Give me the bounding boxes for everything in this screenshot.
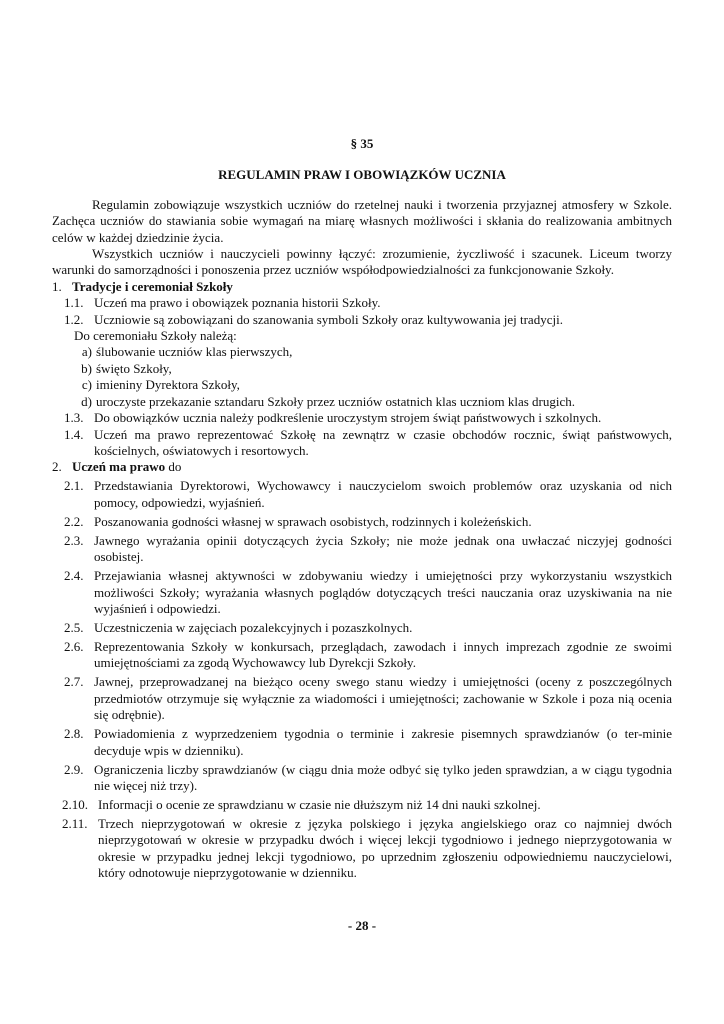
item-text: Uczeń ma prawo i obowiązek poznania historii Szkoły.: [94, 295, 381, 311]
ceremonial-item: [52, 361, 672, 377]
item-text: Poszanowania godności własnej w sprawach osobistych, rodzinnych i koleżeńskich.: [94, 513, 532, 529]
list-item: [58, 620, 672, 636]
list-item: [58, 410, 672, 426]
item-text: Ograniczenia liczby sprawdzianów (w ciągu dnia może odbyć się tylko jeden sprawdzian, a w ciągu tygodnia nie więcej niż trzy).: [94, 761, 672, 793]
item-text: imieniny Dyrektora Szkoły,: [96, 377, 240, 393]
document-page: [52, 136, 672, 882]
item-number: 2.5.: [64, 619, 84, 635]
item-text: Reprezentowania Szkoły w konkursach, przeglądach, zawodach i innych imprezach zgodnie ze swoimi umiejętnościami za zgodą Wychowawcy lub Dyrekcji Szkoły.: [94, 638, 672, 671]
item-text: Uczestniczenia w zajęciach pozalekcyjnych i pozaszkolnych.: [94, 619, 413, 635]
item-number: 2.2.: [64, 513, 84, 529]
item-letter: b): [81, 360, 92, 376]
item-text: Informacji o ocenie ze sprawdzianu w czasie nie dłuższym niż 14 dni nauki szkolnej.: [98, 796, 541, 812]
list-item: [58, 295, 672, 311]
item-number: 2.9.: [64, 761, 84, 777]
item-number: 2.3.: [64, 532, 84, 548]
item-text: Przejawiania własnej aktywności w zdobywaniu wiedzy i umiejętności przy wykorzystaniu wszystkich możliwości Szkoły; wyrażania własnych poglądów dotyczących treści nauczania oraz uzyskiwania na nie wyjaśnień i odpowiedzi.: [94, 568, 672, 616]
item-number: 1.4.: [64, 426, 84, 442]
item-letter: a): [81, 344, 92, 360]
list-item: [58, 639, 672, 672]
item-number: 2.11.: [62, 815, 88, 831]
list-item: [58, 514, 672, 530]
item-text: Jawnej, przeprowadzanej na bieżąco oceny swego stanu wiedzy i umiejętności (oceny z poszczególnych przedmiotów otrzymuje się wyłącznie za wiadomości i umiejętności; zachowanie w Szkole i poza nią ocenia się odrębnie).: [94, 674, 672, 723]
ceremonial-item: [52, 344, 672, 360]
item-text: Trzech nieprzygotowań w okresie z języka polskiego i języka angielskiego oraz co najmniej dwóch nieprzygotowań w okresie w przypadku dwóch i więcej lekcji tygodniowo i jednego nieprzygotowania w okresie w przypadku jednej lekcji tygodniowo, po uprzednim zgłoszeniu odpowiedniemu nauczycielowi, który odnotowuje nieprzygotowanie w dzienniku.: [98, 815, 672, 881]
list-item: [58, 816, 672, 882]
list-item: [58, 762, 672, 795]
part-2-heading: [52, 459, 672, 475]
intro-paragraph-2: Wszystkich uczniów i nauczycieli powinny łączyć: zrozumienie, życzliwość i szacunek. Liceum tworzy warunki do samorządności i ponoszenia przez uczniów współodpowiedzialności za funkcjonowanie Szkoły.: [52, 246, 672, 278]
ceremonial-intro: Do ceremoniału Szkoły należą:: [74, 328, 237, 344]
document-title: REGULAMIN PRAW I OBOWIĄZKÓW UCZNIA: [218, 167, 506, 183]
list-item: [58, 427, 672, 460]
ceremonial-item: [52, 377, 672, 393]
item-text: Jawnego wyrażania opinii dotyczących życia Szkoły; nie może jednak ona uwłaczać niczyjej godności osobistej.: [94, 532, 672, 565]
item-number: 1.3.: [64, 410, 84, 426]
list-item: [58, 533, 672, 566]
page-number: - 28 -: [347, 918, 377, 933]
item-text: Powiadomienia z wyprzedzeniem tygodnia o terminie i zakresie pisemnych sprawdzianów (o ter-minie decyduje wpis w dzienniku).: [94, 726, 672, 758]
list-item: [58, 568, 672, 617]
item-text: Uczeń ma prawo reprezentować Szkołę na zewnątrz w czasie obchodów rocznic, świąt państwowych, kościelnych, oświatowych i resortowych.: [94, 426, 672, 458]
part-heading: Uczeń ma prawo: [72, 459, 166, 475]
item-text: Uczniowie są zobowiązani do szanowania symboli Szkoły oraz kultywowania jej tradycji.: [94, 311, 563, 327]
item-number: 1.2.: [64, 311, 84, 327]
part-heading: Tradycje i ceremoniał Szkoły: [72, 278, 233, 294]
list-item: [58, 478, 672, 511]
item-text: ślubowanie uczniów klas pierwszych,: [96, 344, 293, 360]
item-number: 2.6.: [64, 638, 84, 654]
part-heading-suffix: do: [165, 459, 182, 475]
item-number: 1.1.: [64, 295, 84, 311]
item-number: 2.7.: [64, 674, 84, 690]
item-text: Przedstawiania Dyrektorowi, Wychowawcy i nauczycielom swoich problemów oraz uzyskania od nich pomocy, odpowiedzi, wyjaśnień.: [94, 478, 672, 510]
part-number: 2.: [52, 459, 62, 475]
list-item: [58, 312, 672, 328]
part-number: 1.: [52, 278, 62, 294]
section-number: § 35: [350, 136, 374, 151]
item-number: 2.8.: [64, 726, 84, 742]
item-number: 2.1.: [64, 478, 84, 494]
item-text: uroczyste przekazanie sztandaru Szkoły przez uczniów ostatnich klas uczniom klas drugich.: [96, 393, 576, 409]
item-letter: d): [81, 393, 92, 409]
item-text: święto Szkoły,: [96, 360, 172, 376]
ceremonial-item: [52, 394, 672, 410]
list-item: [58, 726, 672, 759]
item-letter: c): [81, 377, 92, 393]
list-item: [58, 797, 672, 813]
item-text: Do obowiązków ucznia należy podkreślenie uroczystym strojem świąt państwowych i szkolnych.: [94, 410, 602, 426]
list-item: [58, 674, 672, 723]
intro-paragraph-1: Regulamin zobowiązuje wszystkich uczniów do rzetelnej nauki i tworzenia przyjaznej atmosfery w Szkole. Zachęca uczniów do stawiania sobie wymagań na miarę własnych możliwości i skłania do realizowania ambitnych celów w każdej dziedzinie życia.: [52, 196, 672, 245]
item-number: 2.10.: [62, 796, 88, 812]
item-number: 2.4.: [64, 568, 84, 584]
part-1-heading: [52, 279, 672, 295]
